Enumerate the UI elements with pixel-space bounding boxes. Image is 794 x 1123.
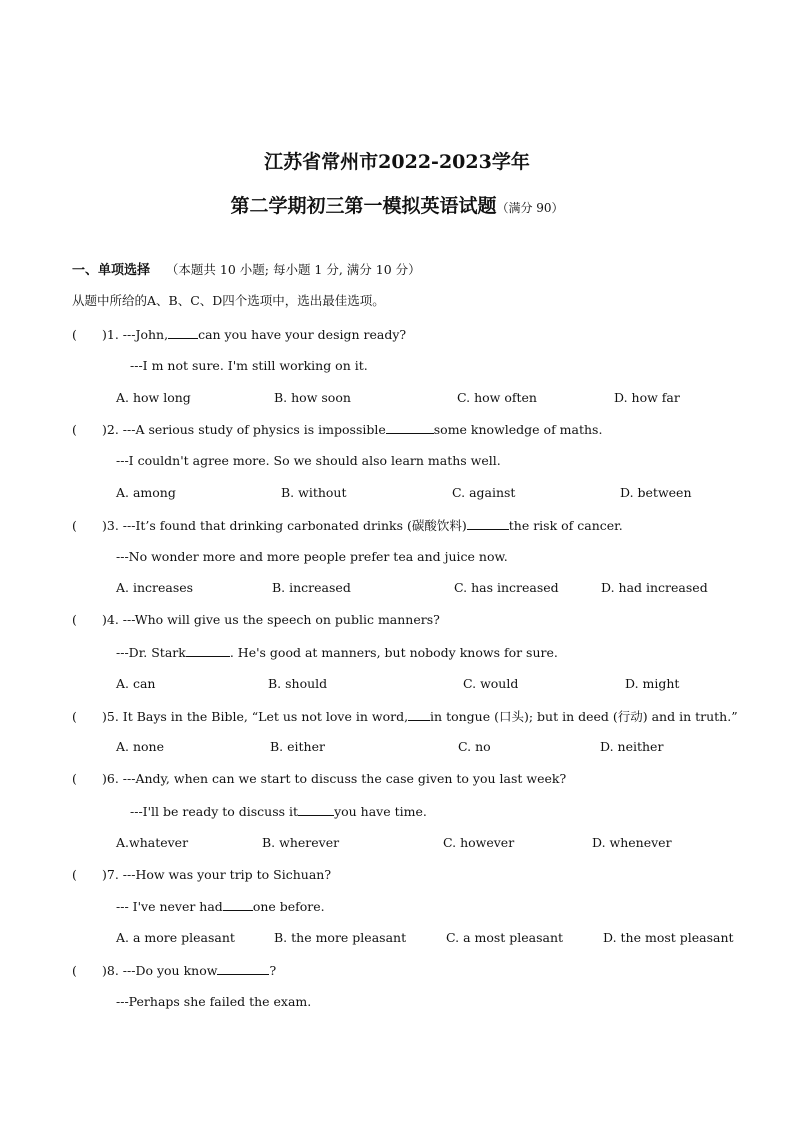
stem-text: in tongue (口头); but in deed (行动) and in truth.” — [430, 709, 738, 724]
option-d: D. between — [620, 485, 692, 500]
question-3-options — [0, 580, 794, 596]
answer-bracket: ( — [72, 709, 77, 724]
blank — [298, 803, 334, 816]
answer-bracket: ( — [72, 612, 77, 627]
option-c: C. against — [452, 485, 516, 500]
stem-text: )6. ---Andy, when can we start to discuss the case given to you last week? — [102, 771, 567, 786]
question-6-stem — [72, 771, 566, 787]
question-8-answer: ---Perhaps she failed the exam. — [116, 994, 312, 1009]
option-d: D. had increased — [601, 580, 708, 595]
option-a: A.whatever — [116, 835, 189, 850]
question-4-options — [0, 676, 794, 692]
option-d: D. the most pleasant — [603, 930, 734, 945]
stem-text: the risk of cancer. — [508, 518, 623, 533]
option-a: A. can — [116, 676, 156, 691]
section-instruction: 从题中所给的A、B、C、D四个选项中，选出最佳选项。 — [72, 293, 385, 308]
option-c: C. no — [458, 739, 491, 754]
answer-bracket: ( — [72, 963, 77, 978]
question-7-stem — [72, 867, 331, 883]
question-1-stem — [72, 326, 406, 343]
stem-text: can you have your design ready? — [198, 327, 407, 342]
question-5-stem — [72, 708, 738, 725]
option-a: A. none — [116, 739, 164, 754]
stem-text: ? — [269, 963, 277, 978]
blank — [223, 898, 253, 911]
option-a: A. among — [116, 485, 176, 500]
stem-text: )7. ---How was your trip to Sichuan? — [102, 867, 332, 882]
stem-text: )1. ---John, — [102, 327, 169, 342]
question-2-stem — [72, 421, 602, 438]
question-8-stem — [72, 962, 276, 979]
option-a: A. how long — [116, 390, 191, 405]
stem-text: )3. ---It’s found that drinking carbonated drinks (碳酸饮料) — [102, 518, 467, 533]
question-4-stem — [72, 612, 440, 628]
answer-bracket: ( — [72, 771, 77, 786]
option-b: B. either — [270, 739, 325, 754]
answer-bracket: ( — [72, 422, 77, 437]
option-d: D. whenever — [592, 835, 672, 850]
answer-text: you have time. — [334, 804, 427, 819]
option-c: C. has increased — [454, 580, 559, 595]
option-c: C. would — [463, 676, 519, 691]
section-heading: 一、单项选择 — [72, 263, 151, 278]
answer-text: --- I've never had — [116, 899, 223, 914]
exam-title-main: 第二学期初三第一模拟英语试题 — [230, 195, 497, 217]
answer-bracket: ( — [72, 518, 77, 533]
option-b: B. how soon — [274, 390, 351, 405]
question-1-answer: ---I m not sure. I'm still working on it. — [130, 358, 368, 373]
exam-title-line2 — [0, 191, 794, 218]
option-a: A. increases — [116, 580, 194, 595]
option-d: D. how far — [614, 390, 680, 405]
answer-text: ---I'll be ready to discuss it — [130, 804, 299, 819]
question-3-stem — [72, 517, 623, 534]
question-2-options — [0, 485, 794, 501]
question-3-answer: ---No wonder more and more people prefer tea and juice now. — [116, 549, 508, 564]
question-6-answer — [130, 803, 427, 820]
option-b: B. wherever — [262, 835, 340, 850]
option-b: B. should — [268, 676, 328, 691]
blank — [386, 421, 434, 434]
option-c: C. however — [443, 835, 515, 850]
option-c: C. how often — [457, 390, 537, 405]
question-1-options — [0, 390, 794, 406]
blank — [408, 708, 430, 721]
option-c: C. a most pleasant — [446, 930, 564, 945]
answer-text: ---Dr. Stark — [116, 645, 186, 660]
option-b: B. without — [281, 485, 347, 500]
answer-bracket: ( — [72, 327, 77, 342]
blank — [467, 517, 509, 530]
exam-score-note: （满分 90） — [496, 201, 564, 215]
answer-text: . He's good at manners, but nobody knows for sure. — [229, 645, 558, 660]
section-note: （本题共 10 小题; 每小题 1 分, 满分 10 分） — [165, 262, 421, 277]
answer-bracket: ( — [72, 867, 77, 882]
question-5-options — [0, 739, 794, 755]
option-d: D. might — [625, 676, 680, 691]
blank — [168, 326, 198, 339]
question-4-answer — [116, 644, 558, 661]
section-header — [72, 262, 421, 279]
blank — [217, 962, 269, 975]
option-a: A. a more pleasant — [116, 930, 235, 945]
stem-text: )5. It Bays in the Bible, “Let us not love in word, — [102, 709, 409, 724]
option-b: B. increased — [272, 580, 351, 595]
stem-text: some knowledge of maths. — [433, 422, 603, 437]
question-7-options — [0, 930, 794, 946]
option-d: D. neither — [600, 739, 664, 754]
stem-text: )2. ---A serious study of physics is impossible — [102, 422, 386, 437]
option-b: B. the more pleasant — [274, 930, 407, 945]
question-7-answer — [116, 898, 325, 915]
question-6-options — [0, 835, 794, 851]
exam-title-line1: 江苏省常州市2022-2023学年 — [264, 151, 530, 173]
stem-text: )4. ---Who will give us the speech on public manners? — [102, 612, 440, 627]
question-2-answer: ---I couldn't agree more. So we should also learn maths well. — [116, 453, 501, 468]
answer-text: one before. — [252, 899, 325, 914]
stem-text: )8. ---Do you know — [102, 963, 218, 978]
blank — [186, 644, 230, 657]
